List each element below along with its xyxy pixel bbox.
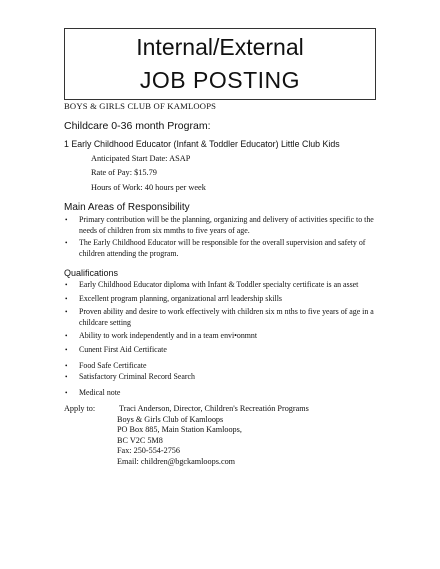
apply-address bbox=[117, 404, 357, 468]
apply-contact-name: Traci Anderson, Director, Children's Recreatión Programs bbox=[119, 404, 309, 413]
bullet-icon: • bbox=[65, 362, 68, 370]
title-internal-external: Internal/External bbox=[136, 34, 304, 60]
apply-org-line: Boys & Girls Club of Kamloops bbox=[117, 414, 224, 424]
hours-of-work: Hours of Work: 40 hours per week bbox=[91, 183, 206, 192]
bullet-icon: • bbox=[65, 216, 68, 224]
list-item: • Food Safe Certificate bbox=[65, 361, 147, 370]
list-item: • The Early Childhood Educator will be responsible for the overall supervision and safety of children attending the program. bbox=[65, 238, 366, 258]
title-job-posting: JOB POSTING bbox=[139, 67, 301, 93]
start-date: Anticipated Start Date: ASAP bbox=[91, 154, 191, 163]
responsibilities-list bbox=[64, 215, 384, 261]
bullet-icon: • bbox=[65, 239, 68, 247]
list-item: • Satisfactory Criminal Record Search bbox=[65, 371, 195, 381]
apply-label: Apply to: bbox=[64, 404, 96, 413]
apply-postal: BC V2C 5M8 bbox=[117, 435, 163, 445]
program-heading: Childcare 0-36 month Program: bbox=[64, 120, 211, 132]
title-box bbox=[64, 28, 376, 100]
apply-email: Email: children@bgckamloops.com bbox=[117, 456, 236, 466]
bullet-icon: • bbox=[65, 281, 68, 289]
bullet-icon: • bbox=[65, 372, 68, 381]
rate-of-pay: Rate of Pay: $15.79 bbox=[91, 168, 157, 177]
apply-fax: Fax: 250-554-2756 bbox=[117, 446, 180, 456]
organization-name: BOYS & GIRLS CLUB OF KAMLOOPS bbox=[64, 101, 217, 111]
bullet-icon: • bbox=[65, 332, 68, 340]
apply-po-box: PO Box 885, Main Station Kamloops, bbox=[117, 425, 242, 435]
list-item: • Excellent program planning, organizational arrl leadership skills bbox=[65, 293, 282, 303]
bullet-icon: • bbox=[65, 294, 68, 303]
list-item: • Ability to work independently and in a team envi•onmnt bbox=[65, 331, 258, 340]
responsibilities-heading: Main Areas of Responsibility bbox=[64, 202, 190, 213]
bullet-icon: • bbox=[65, 345, 68, 354]
position-title: 1 Early Childhood Educator (Infant & Toddler Educator) Little Club Kids bbox=[64, 139, 340, 149]
bullet-icon: • bbox=[65, 389, 68, 397]
list-item: • Medical note bbox=[65, 388, 121, 397]
list-item: • Primary contribution will be the planning, organizing and delivery of activities specific to the needs of children from six mmths to five years of age. bbox=[65, 215, 374, 235]
qualifications-list bbox=[64, 280, 384, 399]
list-item: • Early Childhood Educator diploma with Infant & Toddler specialty certificate is an asset bbox=[65, 280, 359, 289]
list-item: • Cunent First Aid Certificate bbox=[65, 344, 167, 354]
list-item: • Proven ability and desire to work effectively with children six m nths to five years of age in a childcare setting bbox=[65, 307, 374, 327]
bullet-icon: • bbox=[65, 308, 68, 316]
qualifications-heading: Qualifications bbox=[64, 268, 119, 278]
